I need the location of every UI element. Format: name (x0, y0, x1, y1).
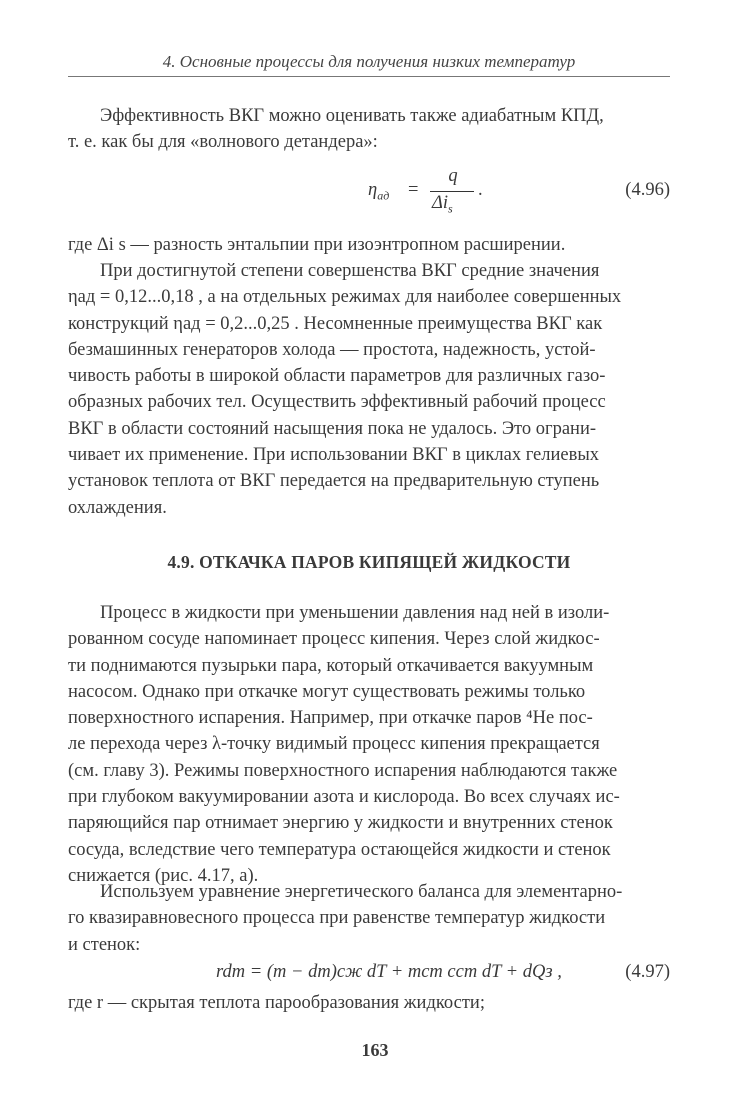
fraction-bar (430, 191, 474, 192)
paragraph-line: снижается (рис. 4.17, а). (68, 865, 259, 886)
paragraph-line: Процесс в жидкости при уменьшении давления над ней в изоли- (100, 603, 610, 623)
paragraph-line: (см. главу 3). Режимы поверхностного испарения наблюдаются также (68, 760, 618, 781)
paragraph-vkg-efficiency (68, 258, 670, 521)
equals-sign: = (408, 180, 419, 200)
paragraph-line: и стенок: (68, 934, 141, 955)
paragraph-line: установок теплота от ВКГ передается на предварительную ступень (68, 471, 600, 492)
fraction-denominator: $\Delta i_s$ (432, 193, 453, 216)
page-number: 163 (361, 1040, 389, 1060)
paragraph-line: образных рабочих тел. Осуществить эффективный рабочий процесс (68, 392, 606, 413)
equation-number: (4.96) (625, 180, 670, 200)
paragraph-line: насосом. Однако при откачке могут существовать режимы только (68, 681, 586, 702)
running-head: 4. Основные процессы для получения низких температур (162, 52, 576, 71)
efficiency-lhs: $\eta_{ад}$ (368, 180, 390, 203)
paragraph-line: го квазиравновесного процесса при равенстве температур жидкости (68, 908, 606, 929)
paragraph-line: паряющийся пар отнимает энергию у жидкости и внутренних стенок (68, 813, 613, 834)
paragraph-line: безмашинных генераторов холода — простота, надежность, устой- (68, 339, 596, 360)
definition-4-96 (68, 232, 670, 258)
equation-number: (4.97) (625, 962, 670, 982)
paragraph-line: Используем уравнение энергетического баланса для элементарно- (100, 882, 623, 902)
paragraph-line: ле перехода через λ-точку видимый процесс кипения прекращается (68, 734, 600, 755)
paragraph-line: При достигнутой степени совершенства ВКГ средние значения (100, 261, 600, 281)
paragraph-line: ти поднимаются пузырьки пара, который откачивается вакуумным (68, 655, 594, 676)
equation-4-96 (68, 166, 670, 234)
paragraph-line: при глубоком вакуумировании азота и кислорода. Во всех случаях ис- (68, 787, 620, 808)
paragraph-line: поверхностного испарения. Например, при откачке паров ⁴He пос- (68, 708, 593, 729)
paragraph-line: рованном сосуде напоминает процесс кипения. Через слой жидкос- (68, 629, 600, 650)
intro-line-1: Эффективность ВКГ можно оценивать также адиабатным КПД, (100, 106, 604, 126)
paragraph-energy-balance (68, 879, 670, 958)
definition-4-97: где r — скрытая теплота парообразования жидкости; (68, 993, 485, 1013)
paragraph-line: сосуда, вследствие чего температура остающейся жидкости и стенок (68, 839, 611, 860)
paragraph-line: ηад = 0,12...0,18 , а на отдельных режимах для наиболее совершенных (68, 287, 622, 308)
equation-period: . (478, 180, 483, 200)
paragraph-pumping-process (68, 600, 670, 889)
header-rule (68, 76, 670, 77)
intro-paragraph (68, 103, 670, 156)
definition-line: где Δi s — разность энтальпии при изоэнтропном расширении. (68, 235, 566, 255)
paragraph-line: охлаждения. (68, 497, 167, 518)
section-heading: 4.9. ОТКАЧКА ПАРОВ КИПЯЩЕЙ ЖИДКОСТИ (167, 552, 571, 572)
energy-balance-formula: rdm = (m − dm)cж dT + mст cст dT + dQз , (216, 962, 562, 982)
paragraph-line: ВКГ в области состояний насыщения пока не удалось. Это ограни- (68, 418, 597, 439)
fraction-numerator: q (448, 166, 458, 186)
intro-line-2: т. е. как бы для «волнового детандера»: (68, 132, 378, 153)
paragraph-line: конструкций ηад = 0,2...0,25 . Несомненные преимущества ВКГ как (68, 313, 603, 334)
efficiency-fraction (368, 168, 498, 226)
paragraph-line: чивость работы в широкой области параметров для различных газо- (68, 366, 606, 387)
paragraph-line: чивает их применение. При использовании ВКГ в циклах гелиевых (68, 445, 600, 466)
